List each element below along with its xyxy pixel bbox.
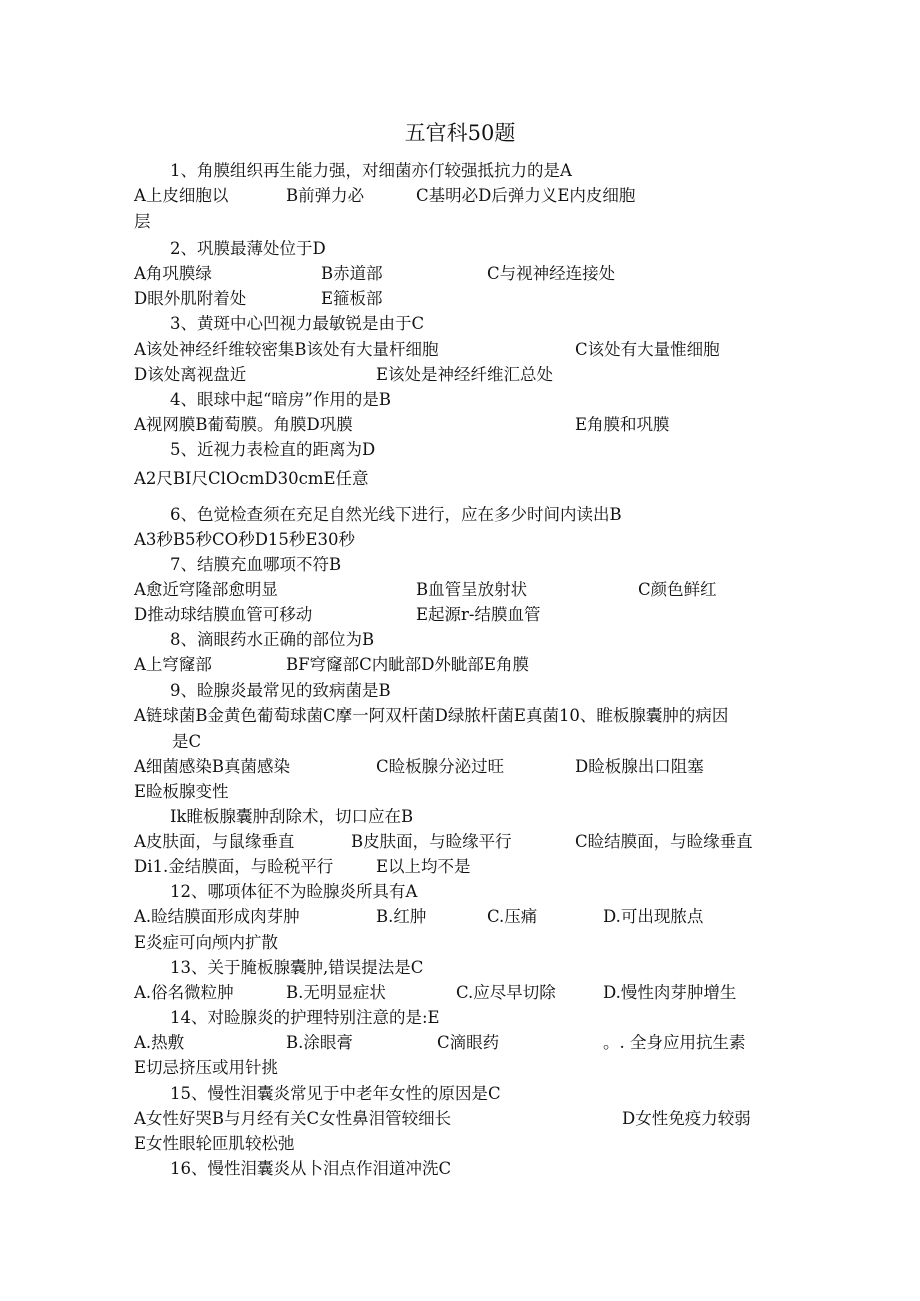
answer-options-line [0,337,920,362]
answer-option: 层 [134,212,151,231]
answer-option: A.俗名微粒肿 [134,983,234,1002]
answer-option: D该处离视盘近 [134,365,247,384]
question-text: 16、慢性泪囊炎从卜泪点作泪道冲洗C [170,1159,452,1178]
answer-option: E女性眼轮匝肌较松弛 [134,1134,295,1153]
answer-options-line [0,362,920,387]
question-text: 9、睑腺炎最常见的致病菌是B [170,681,391,700]
question-text: 3、黄斑中心凹视力最敏锐是由于C [170,314,425,333]
question-text: Ik睢板腺囊肿刮除术，切口应在B [170,807,414,826]
answer-option: A.热敷 [134,1033,185,1052]
answer-option: A女性好哭B与月经有关C女性鼻泪管较细长 [134,1109,452,1128]
question-text: 4、眼球中起“暗房”作用的是B [170,390,391,409]
answer-option: B皮肤面，与睑缘平行 [351,832,512,851]
answer-option: C睑结膜面，与睑缘垂直 [575,832,753,851]
question-text: 6、色觉检查须在充足自然光线下进行，应在多少时间内读出B [170,505,622,524]
answer-option: D眼外肌附着处 [134,289,247,308]
answer-options-line [0,209,920,234]
answer-option: D.可出现脓点 [603,907,704,926]
answer-options-line [0,602,920,627]
answer-options-line [0,652,920,677]
answer-option: C基明必D后弹力义E内皮细胞 [416,186,636,205]
answer-option: A上皮细胞以 [134,186,229,205]
answer-option: A3秒B5秒CO秒D15秒E30秒 [134,530,355,549]
answer-option: D.慢性肉芽肿增生 [603,983,737,1002]
answer-options-line [0,729,920,754]
answer-option: A细菌感染B真菌感染 [134,757,291,776]
answer-option: C该处有大量惟细胞 [575,340,720,359]
answer-option: 是C [172,732,202,751]
document-title: 五官科50题 [404,121,516,145]
answer-options-line [0,904,920,929]
answer-option: 。. 全身应用抗生素 [603,1033,746,1052]
question-text: 15、慢性泪囊炎常见于中老年女性的原因是C [170,1084,501,1103]
answer-option: C颜色鲜红 [638,580,717,599]
question-text: 13、关于腌板腺囊肿,错误提法是C [170,958,424,977]
answer-option: E角膜和巩膜 [575,415,670,434]
answer-option: D女性免疫力较弱 [622,1109,751,1128]
answer-option: A链球菌B金黄色葡萄球菌C摩一阿双杆菌D绿脓杆菌E真菌10、睢板腺囊肿的病因 [134,706,729,725]
answer-option: A愈近穹隆部愈明显 [134,580,278,599]
answer-options-line [0,1106,920,1131]
answer-option: C与视神经连接处 [487,264,616,283]
answer-option: E切忌挤压或用针挑 [134,1058,279,1077]
question-text: 2、巩膜最薄处位于D [170,239,326,258]
answer-option: A上穹窿部 [134,655,212,674]
answer-options-line [0,527,920,552]
answer-option: E睑板腺变性 [134,782,229,801]
answer-option: E炎症可向颅内扩散 [134,933,279,952]
answer-option: A.睑结膜面形成肉芽肿 [134,907,300,926]
answer-options-line [0,466,920,491]
question-text: 5、近视力表检直的距离为D [170,440,376,459]
answer-option: BF穹窿部C内眦部D外眦部E角膜 [286,655,529,674]
answer-option: B.无明显症状 [286,983,386,1002]
question-text: 12、哪项体征不为睑腺炎所具有A [170,882,418,901]
answer-option: C滴眼药 [437,1033,500,1052]
answer-options-line [0,183,920,208]
answer-options-line [0,1030,920,1055]
answer-option: A该处神经纤维较密集B该处有大量杆细胞 [134,340,439,359]
answer-option: B.涂眼膏 [286,1033,353,1052]
answer-option: D推动球结膜血管可移动 [134,605,313,624]
answer-options-line [0,854,920,879]
answer-option: B.红肿 [376,907,427,926]
answer-options-line [0,980,920,1005]
answer-option: A皮肤面，与鼠缘垂直 [134,832,295,851]
answer-option: A视网膜B葡萄膜。角膜D巩膜 [134,415,353,434]
answer-option: C.应尽早切除 [456,983,556,1002]
answer-option: B血管呈放射状 [416,580,528,599]
answer-option: B前弹力必 [286,186,365,205]
answer-options-line [0,1131,920,1156]
answer-option: E以上均不是 [376,857,471,876]
answer-option: Di1.金结膜面，与睑税平行 [134,857,334,876]
answer-options-line [0,754,920,779]
question-text: 14、对睑腺炎的护理特别注意的是:E [170,1008,440,1027]
question-text: 7、结膜充血哪项不符B [170,555,342,574]
answer-options-line [0,286,920,311]
answer-options-line [0,829,920,854]
answer-options-line [0,412,920,437]
answer-options-line [0,577,920,602]
question-text: 8、滴眼药水正确的部位为B [170,630,375,649]
answer-option: E起源r-结膜血管 [416,605,541,624]
answer-option: C睑板腺分泌过旺 [376,757,505,776]
answer-option: C.压痛 [487,907,538,926]
answer-option: E该处是神经纤维汇总处 [376,365,554,384]
answer-options-line [0,779,920,804]
question-text: 1、角膜组织再生能力强，对细菌亦仃较强抵抗力的是A [170,161,572,180]
answer-option: A角巩膜绿 [134,264,212,283]
answer-option: D睑板腺出口阻塞 [575,757,704,776]
answer-option: E箍板部 [321,289,383,308]
answer-option: B赤道部 [321,264,383,283]
answer-options-line [0,703,920,728]
answer-option: A2尺BI尺ClOcmD30cmE任意 [134,469,369,488]
answer-options-line [0,1055,920,1080]
answer-options-line [0,930,920,955]
answer-options-line [0,261,920,286]
